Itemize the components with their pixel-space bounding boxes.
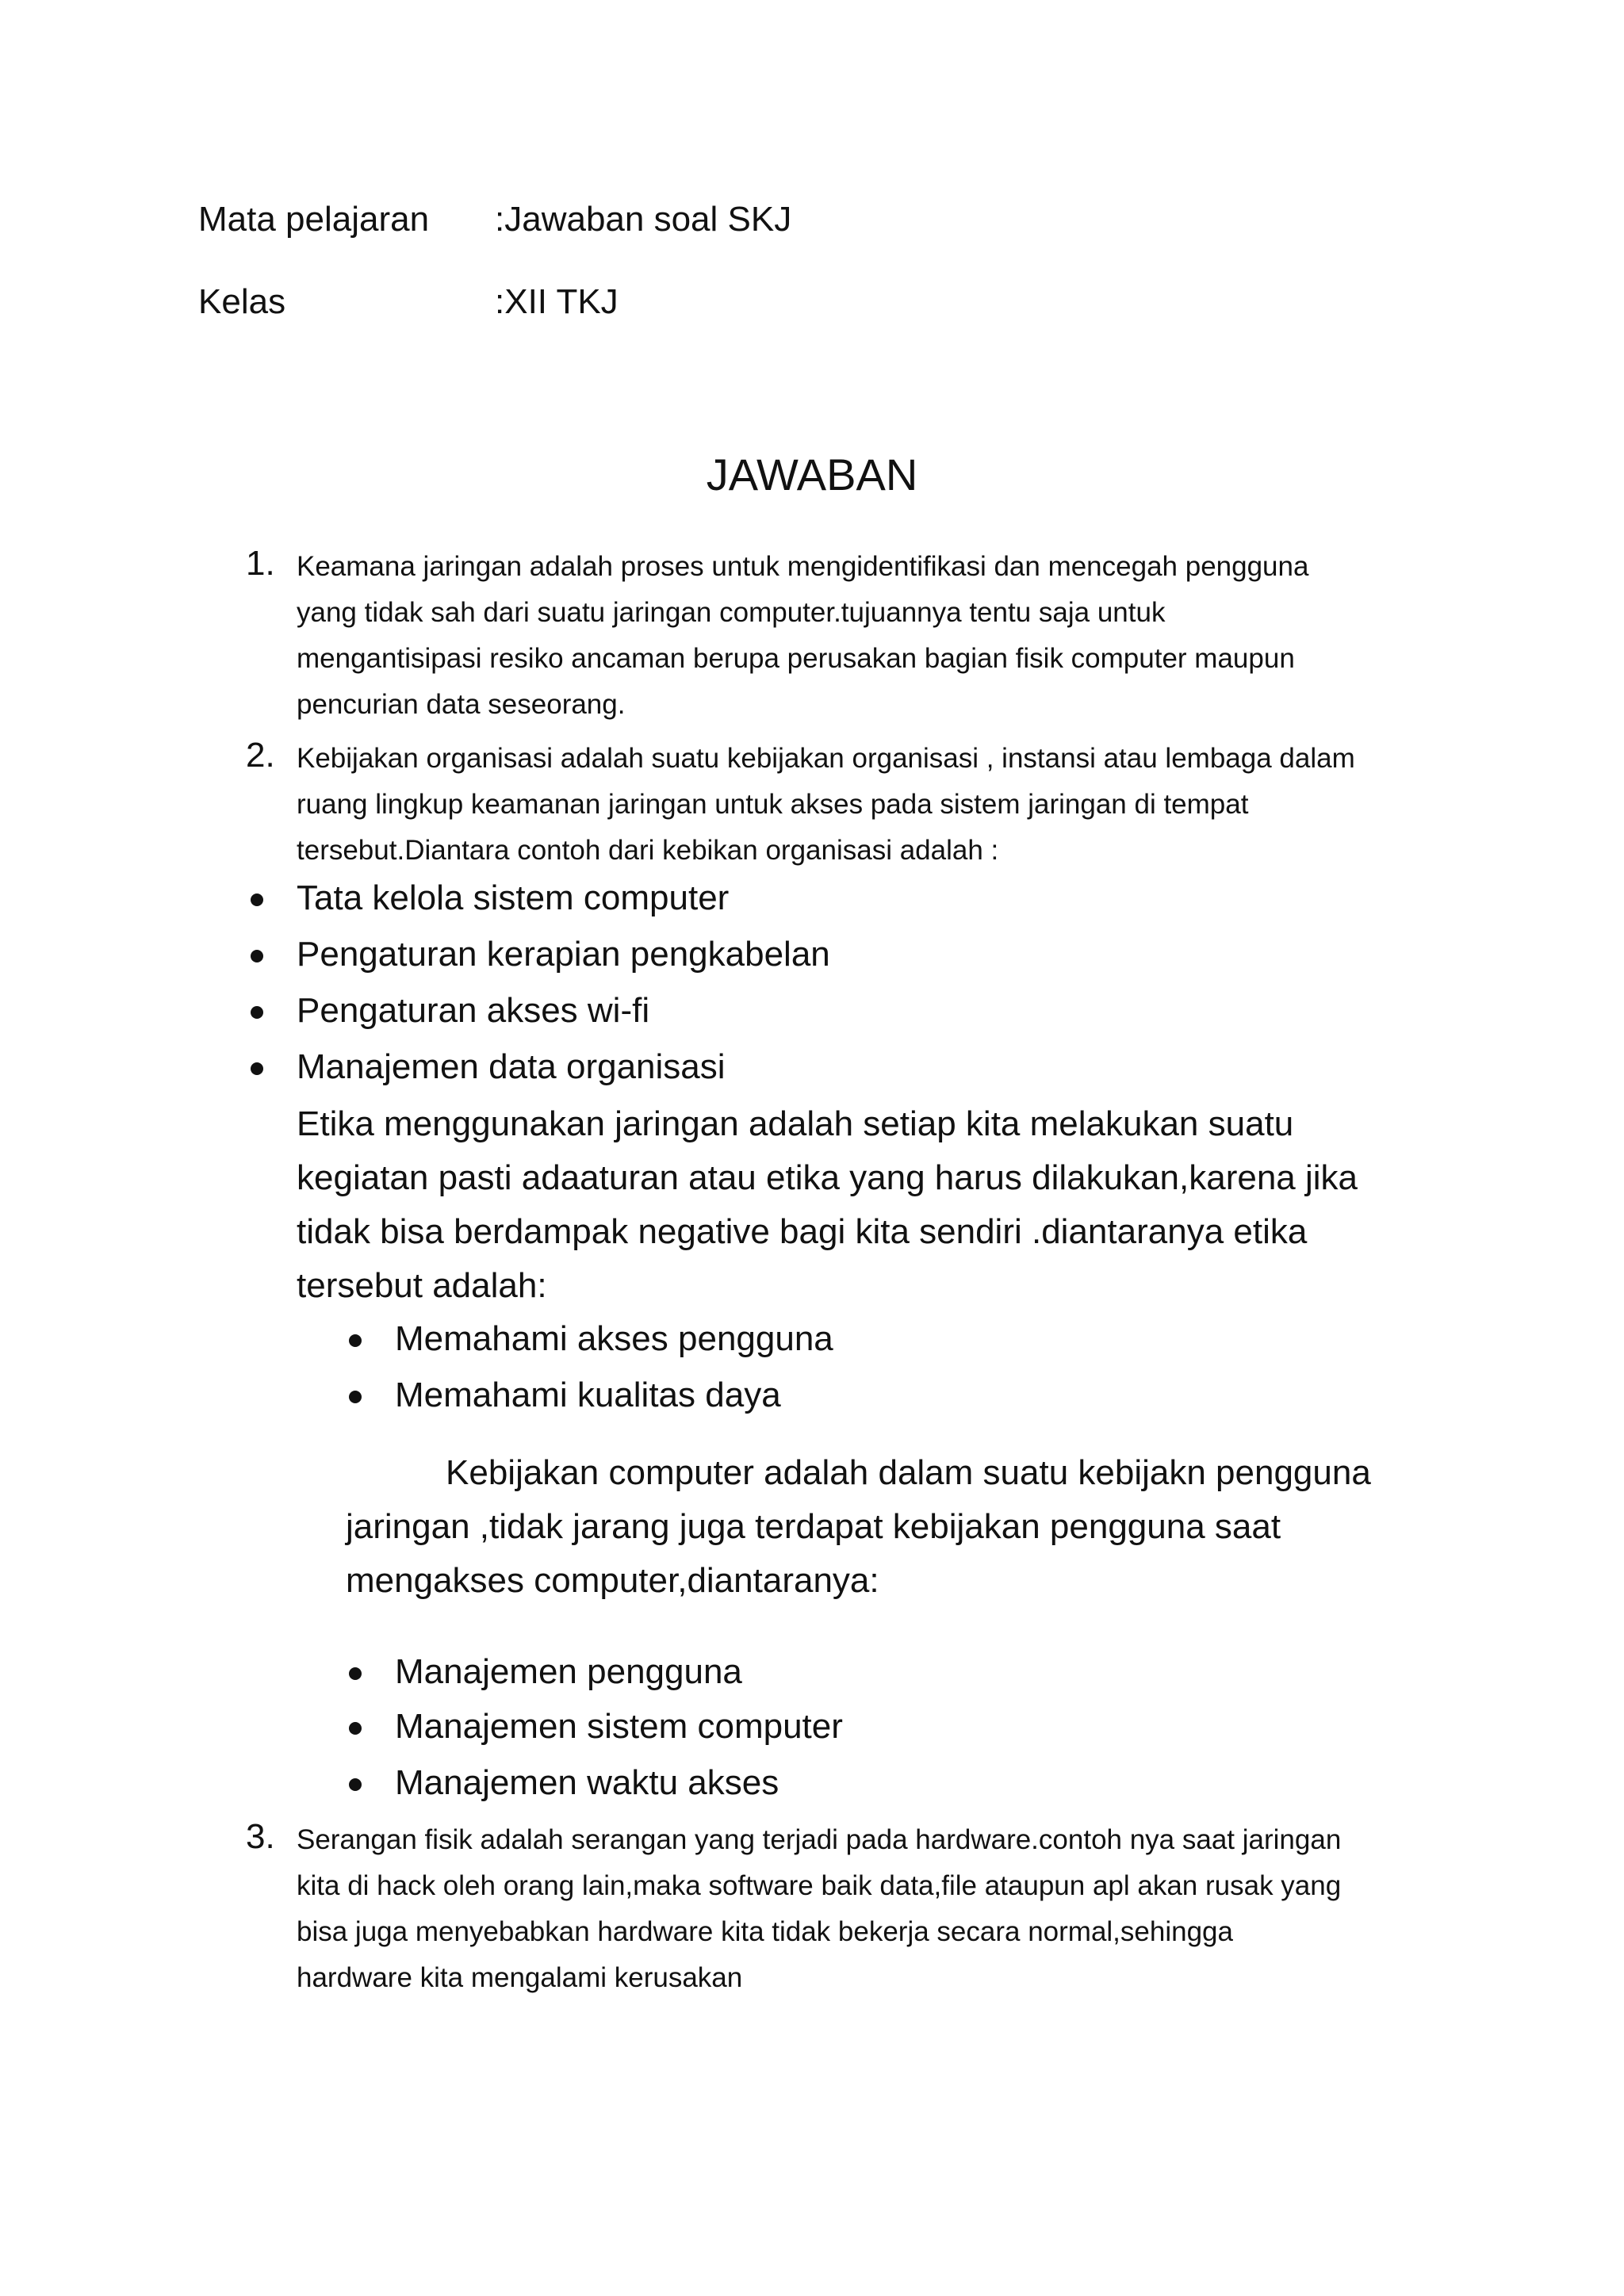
answer-1-line: mengantisipasi resiko ancaman berupa perusakan bagian fisik computer maupun xyxy=(297,643,1295,674)
bullet-icon xyxy=(349,1391,362,1403)
etika-paragraph xyxy=(297,1097,1486,1313)
kebijakan-line: mengakses computer,diantaranya: xyxy=(346,1561,879,1600)
kebijakan-item: Manajemen sistem computer xyxy=(395,1707,843,1746)
bullet-icon xyxy=(251,1062,263,1075)
bullet-icon xyxy=(349,1722,362,1735)
org-policy-item: Manajemen data organisasi xyxy=(297,1047,726,1086)
answer-1-line: Keamana jaringan adalah proses untuk mengidentifikasi dan mencegah pengguna xyxy=(297,551,1309,582)
kebijakan-item: Manajemen waktu akses xyxy=(395,1763,779,1802)
kebijakan-paragraph xyxy=(346,1446,1488,1608)
subject-label: Mata pelajaran xyxy=(198,200,430,239)
answer-3-line: Serangan fisik adalah serangan yang terjadi pada hardware.contoh nya saat jaringan xyxy=(297,1824,1342,1855)
class-value: :XII TKJ xyxy=(495,282,619,321)
answer-2-number: 2. xyxy=(246,736,275,775)
answer-3-text xyxy=(297,1817,1470,2001)
kebijakan-line: jaringan ,tidak jarang juga terdapat kebijakan pengguna saat xyxy=(346,1507,1281,1546)
answer-3-number: 3. xyxy=(246,1817,275,1856)
bullet-icon xyxy=(349,1334,362,1347)
answer-1-line: pencurian data seseorang. xyxy=(297,689,626,720)
subject-value: :Jawaban soal SKJ xyxy=(495,200,792,239)
etika-line: kegiatan pasti adaaturan atau etika yang harus dilakukan,karena jika xyxy=(297,1158,1358,1197)
answer-1-number: 1. xyxy=(246,544,275,583)
answer-3-line: hardware kita mengalami kerusakan xyxy=(297,1962,743,1993)
answer-2-line: Kebijakan organisasi adalah suatu kebijakan organisasi , instansi atau lembaga dalam xyxy=(297,743,1355,774)
org-policy-item: Pengaturan akses wi-fi xyxy=(297,991,650,1030)
org-policy-item: Pengaturan kerapian pengkabelan xyxy=(297,935,830,974)
answer-2-text xyxy=(297,736,1454,874)
answer-2-line: ruang lingkup keamanan jaringan untuk akses pada sistem jaringan di tempat xyxy=(297,789,1249,820)
bullet-icon xyxy=(251,1006,263,1019)
etika-item: Memahami kualitas daya xyxy=(395,1376,781,1414)
answer-1-text xyxy=(297,544,1454,728)
answer-3-line: bisa juga menyebabkan hardware kita tidak bekerja secara normal,sehingga xyxy=(297,1916,1233,1947)
answer-2-line: tersebut.Diantara contoh dari kebikan organisasi adalah : xyxy=(297,835,999,866)
bullet-icon xyxy=(349,1778,362,1791)
etika-line: tersebut adalah: xyxy=(297,1266,547,1305)
org-policy-item: Tata kelola sistem computer xyxy=(297,878,730,917)
answer-1-line: yang tidak sah dari suatu jaringan computer.tujuannya tentu saja untuk xyxy=(297,597,1166,628)
class-label: Kelas xyxy=(198,282,286,321)
etika-line: tidak bisa berdampak negative bagi kita sendiri .diantaranya etika xyxy=(297,1212,1308,1251)
etika-line: Etika menggunakan jaringan adalah setiap kita melakukan suatu xyxy=(297,1104,1294,1143)
answer-3-line: kita di hack oleh orang lain,maka software baik data,file ataupun apl akan rusak yang xyxy=(297,1870,1342,1901)
kebijakan-line: Kebijakan computer adalah dalam suatu kebijakn pengguna xyxy=(446,1453,1371,1492)
bullet-icon xyxy=(349,1667,362,1680)
etika-item: Memahami akses pengguna xyxy=(395,1319,833,1358)
page-title: JAWABAN xyxy=(706,450,918,499)
bullet-icon xyxy=(251,894,263,906)
bullet-icon xyxy=(251,950,263,962)
kebijakan-item: Manajemen pengguna xyxy=(395,1652,742,1691)
